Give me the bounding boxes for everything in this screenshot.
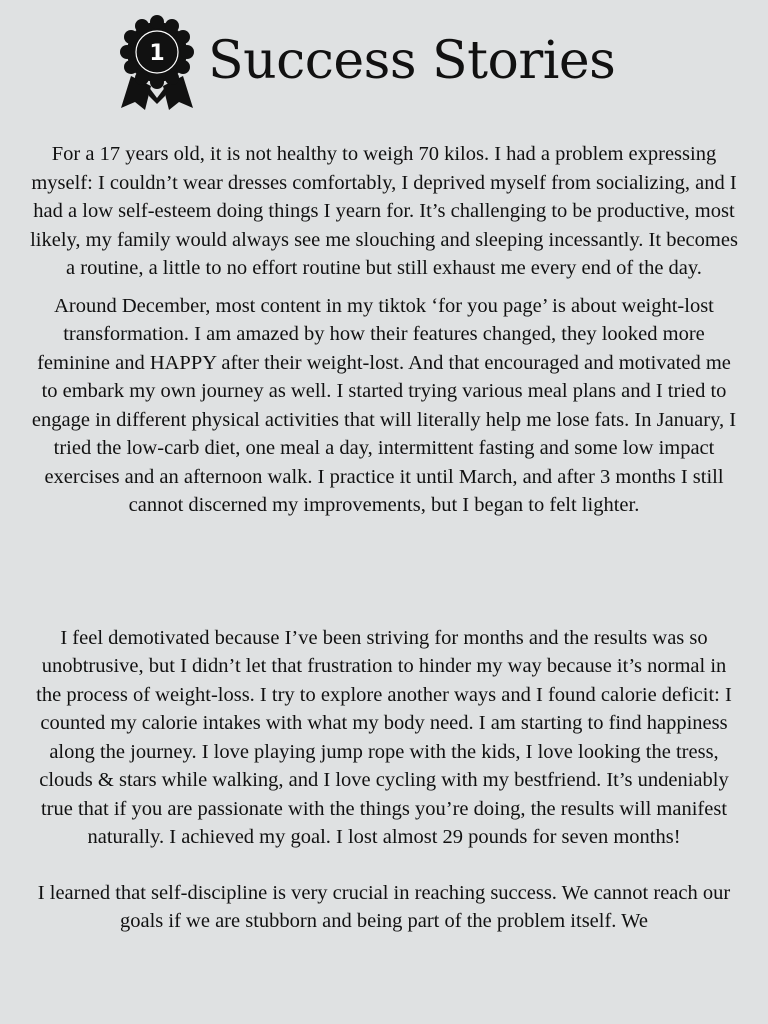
paragraph-lesson: I learned that self-discipline is very crucial in reaching success. We cannot reach our goals if we are stubborn and being part of the problem itself. We (37, 881, 731, 932)
paragraph-calorie-deficit: I feel demotivated because I’ve been striving for months and the results was so unobtrusive, but I didn’t let that frustration to hinder my way because it’s normal in the process of weight-loss. I try to explore another ways and I found calorie deficit: I counted my calorie intakes with what my body need. I am starting to find happiness along the journey. I love playing jump rope with the kids, I love looking the tress, clouds & stars while walking, and I love cycling with my bestfriend. It’s undeniably true that if you are passionate with the things you’re doing, the results will manifest naturally. I achieved my goal. I lost almost 29 pounds for seven months! (36, 626, 732, 848)
story-body (28, 140, 740, 936)
badge-number: 1 (149, 41, 165, 66)
page-title: Success Stories (208, 31, 616, 91)
paragraph-journey-start: Around December, most content in my tiktok ‘for you page’ is about weight-lost transformation. I am amazed by how their features changed, they looked more feminine and HAPPY after their weight-lost. And that encouraged and motivated me to embark my own journey as well. I started trying various meal plans and I tried to engage in different physical activities that will literally help me lose fats. In January, I tried the low-carb diet, one meal a day, intermittent fasting and some low impact exercises and an afternoon walk. I practice it until March, and after 3 months I still cannot discerned my improvements, but I began to felt lighter. (31, 294, 737, 516)
paragraph-intro: For a 17 years old, it is not healthy to weigh 70 kilos. I had a problem expressing myself: I couldn’t wear dresses comfortably, I deprived myself from socializing, and I had a low self-esteem doing things I yearn for. It’s challenging to be productive, most likely, my family would always see me slouching and sleeping incessantly. It becomes a routine, a little to no effort routine but still exhaust me every end of the day. (30, 143, 738, 279)
rosette-award-icon (119, 14, 195, 110)
page-header (0, 12, 768, 112)
